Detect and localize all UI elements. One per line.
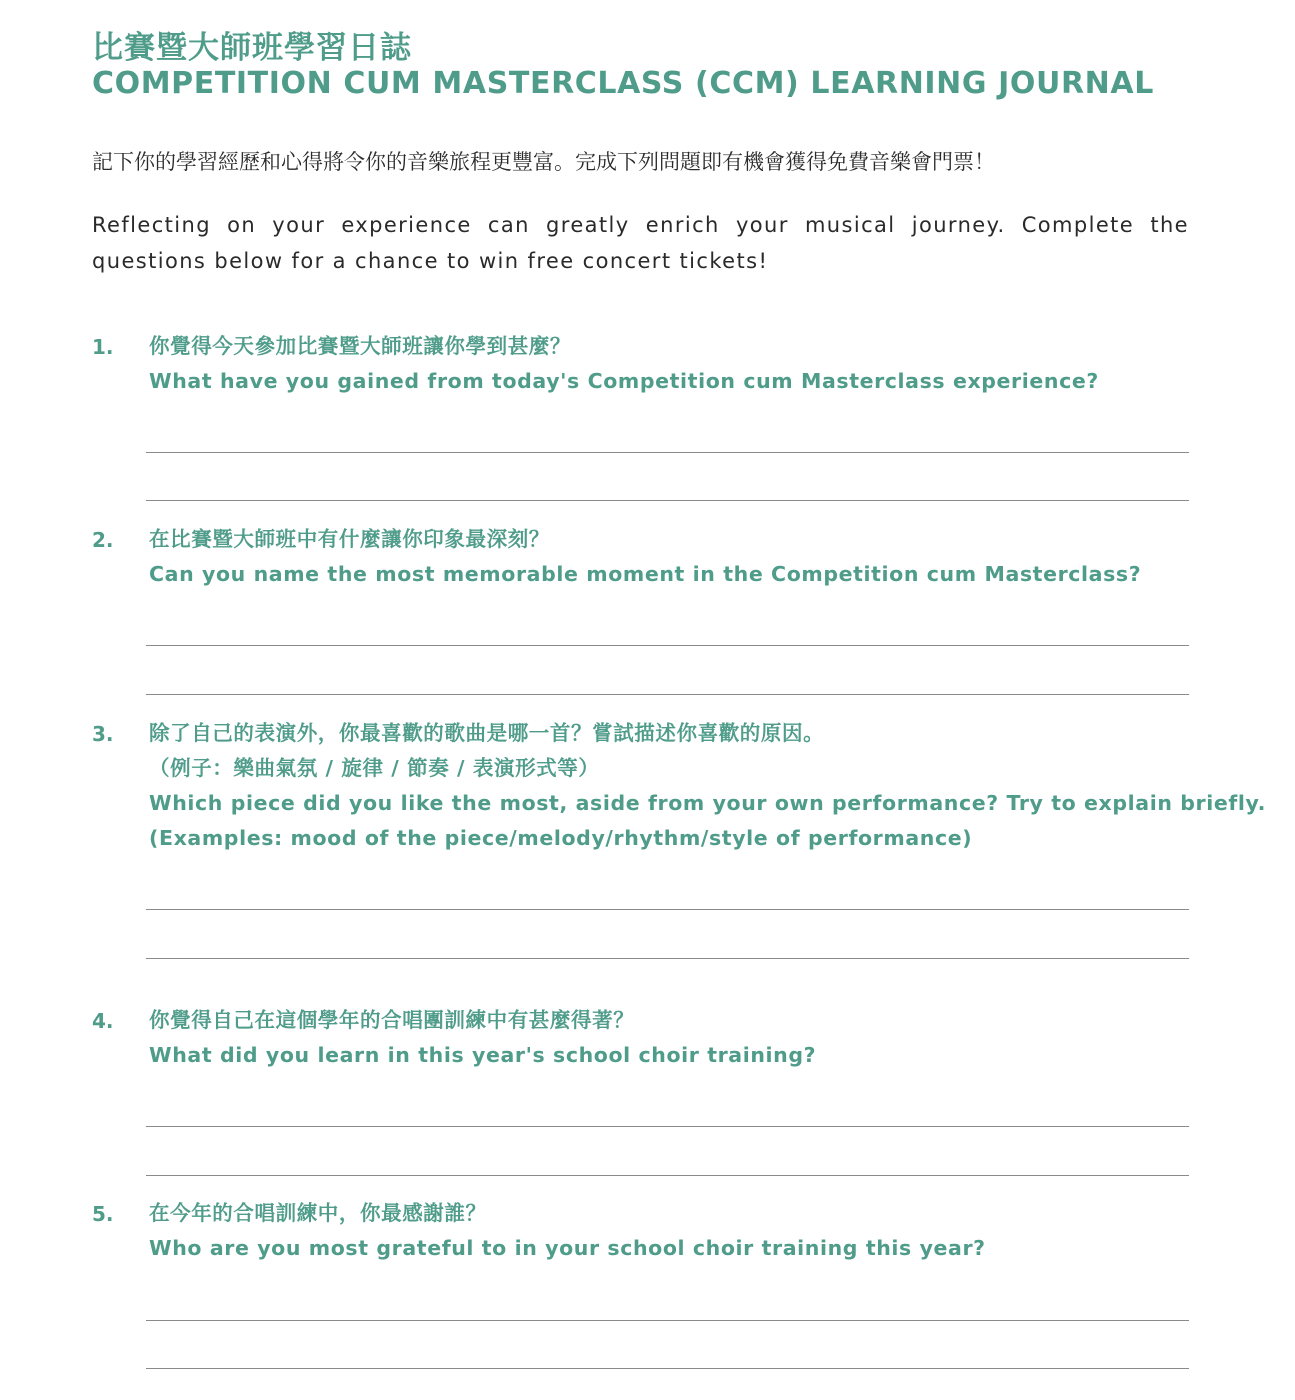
answer-line[interactable]	[146, 645, 1189, 646]
question-line-zh: 你覺得自己在這個學年的合唱團訓練中有甚麼得著？	[149, 1008, 635, 1032]
question-line-en: Who are you most grateful to in your school choir training this year?	[149, 1236, 986, 1260]
question-line-en: Which piece did you like the most, aside from your own performance? Try to explain briefly.	[149, 791, 1266, 815]
question-number: 3.	[92, 722, 114, 746]
answer-line[interactable]	[146, 500, 1189, 501]
question-text	[149, 329, 1194, 399]
answer-line[interactable]	[146, 694, 1189, 695]
answer-line[interactable]	[146, 452, 1189, 453]
intro-chinese: 記下你的學習經歷和心得將令你的音樂旅程更豐富。完成下列問題即有機會獲得免費音樂會門票！	[92, 150, 995, 174]
answer-line[interactable]	[146, 1320, 1189, 1321]
question-line-zh: 除了自己的表演外，你最喜歡的歌曲是哪一首？嘗試描述你喜歡的原因。	[149, 721, 825, 745]
answer-line[interactable]	[146, 1368, 1189, 1369]
question-line-en: What did you learn in this year's school choir training?	[149, 1043, 817, 1067]
answer-line[interactable]	[146, 1175, 1189, 1176]
answer-line[interactable]	[146, 1126, 1189, 1127]
answer-line[interactable]	[146, 958, 1189, 959]
question-line-en: What have you gained from today's Competition cum Masterclass experience?	[149, 369, 1099, 393]
question-number: 4.	[92, 1009, 114, 1033]
question-text	[149, 522, 1194, 592]
question-number: 2.	[92, 528, 114, 552]
question-number: 1.	[92, 335, 114, 359]
question-text	[149, 1003, 1194, 1073]
page-title-english: COMPETITION CUM MASTERCLASS (CCM) LEARNING JOURNAL	[92, 66, 1154, 101]
question-number: 5.	[92, 1202, 114, 1226]
answer-line[interactable]	[146, 909, 1189, 910]
intro-english: Reflecting on your experience can greatly enrich your musical journey. Complete the questions below for a chance to win free concert tickets!	[92, 213, 1189, 273]
question-line-zh-examples: （例子：樂曲氣氛 / 旋律 / 節奏 / 表演形式等）	[149, 756, 600, 780]
question-text	[149, 716, 1266, 856]
question-line-en-examples: (Examples: mood of the piece/melody/rhythm/style of performance)	[149, 826, 973, 850]
question-line-en: Can you name the most memorable moment in the Competition cum Masterclass?	[149, 562, 1142, 586]
question-line-zh: 在比賽暨大師班中有什麼讓你印象最深刻？	[149, 527, 550, 551]
question-line-zh: 在今年的合唱訓練中，你最感謝誰？	[149, 1201, 487, 1225]
question-line-zh: 你覺得今天參加比賽暨大師班讓你學到甚麼？	[149, 334, 571, 358]
question-text	[149, 1196, 1194, 1266]
page-title-chinese: 比賽暨大師班學習日誌	[92, 30, 412, 66]
